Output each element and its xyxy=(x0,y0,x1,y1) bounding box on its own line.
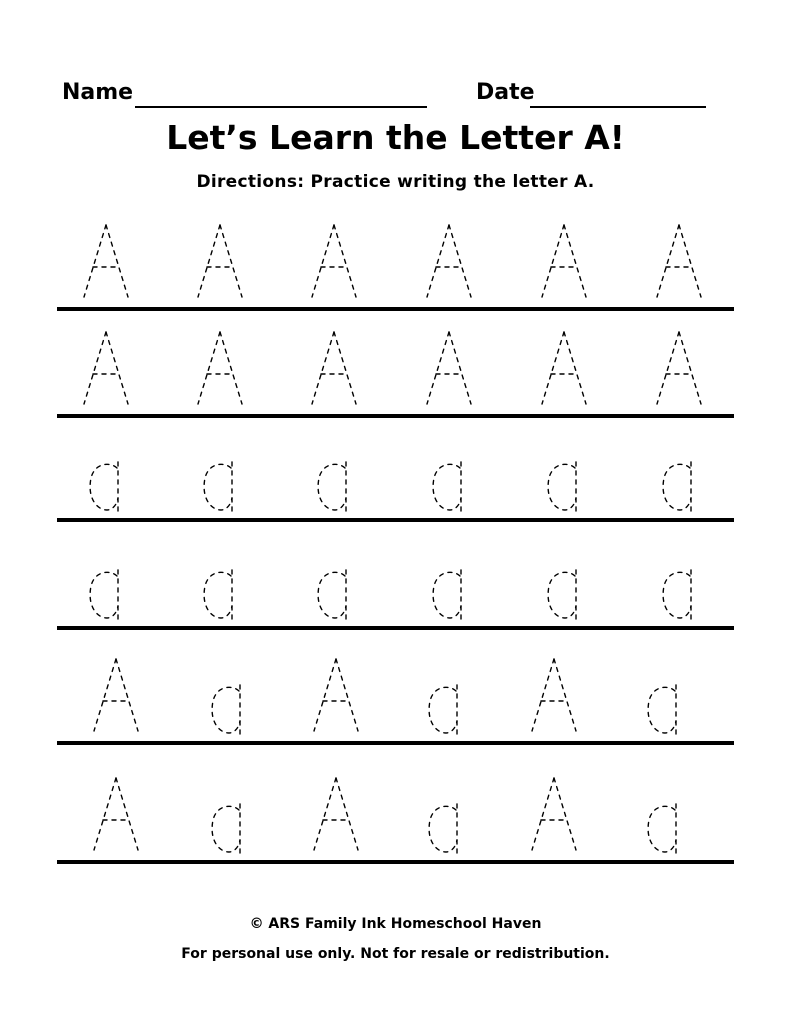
trace-letter-uppercase-a xyxy=(539,221,589,303)
trace-letter-lowercase-a xyxy=(639,655,689,737)
trace-letter-uppercase-a xyxy=(529,774,579,856)
trace-letter-uppercase-a xyxy=(654,328,704,410)
header-row xyxy=(0,80,791,112)
handwriting-baseline xyxy=(57,414,734,418)
trace-letter-lowercase-a xyxy=(424,432,474,514)
trace-letter-lowercase-a xyxy=(639,774,689,856)
handwriting-baseline xyxy=(57,307,734,311)
trace-letter-uppercase-a xyxy=(91,655,141,737)
handwriting-baseline xyxy=(57,741,734,745)
date-write-line xyxy=(530,106,706,108)
trace-letter-uppercase-a xyxy=(195,221,245,303)
trace-letter-uppercase-a xyxy=(529,655,579,737)
directions-text: Directions: Practice writing the letter A. xyxy=(196,172,595,192)
handwriting-baseline xyxy=(57,518,734,522)
trace-letter-uppercase-a xyxy=(81,221,131,303)
trace-letter-uppercase-a xyxy=(91,774,141,856)
trace-letter-uppercase-a xyxy=(195,328,245,410)
usage-notice: For personal use only. Not for resale or redistribution. xyxy=(181,946,610,962)
name-write-line xyxy=(135,106,427,108)
name-label: Name xyxy=(62,80,134,105)
trace-letter-uppercase-a xyxy=(424,221,474,303)
trace-letter-lowercase-a xyxy=(309,540,359,622)
trace-letter-lowercase-a xyxy=(203,655,253,737)
trace-letter-lowercase-a xyxy=(539,432,589,514)
copyright-text: © ARS Family Ink Homeschool Haven xyxy=(249,916,542,932)
trace-letter-uppercase-a xyxy=(424,328,474,410)
trace-letter-lowercase-a xyxy=(424,540,474,622)
trace-letter-lowercase-a xyxy=(654,540,704,622)
trace-letter-lowercase-a xyxy=(309,432,359,514)
trace-letter-uppercase-a xyxy=(81,328,131,410)
trace-letter-lowercase-a xyxy=(195,432,245,514)
trace-letter-lowercase-a xyxy=(81,432,131,514)
date-label: Date xyxy=(476,80,535,105)
trace-letter-lowercase-a xyxy=(81,540,131,622)
trace-letter-uppercase-a xyxy=(539,328,589,410)
trace-letter-lowercase-a xyxy=(203,774,253,856)
handwriting-baseline xyxy=(57,860,734,864)
trace-letter-lowercase-a xyxy=(195,540,245,622)
trace-letter-lowercase-a xyxy=(420,774,470,856)
trace-letter-lowercase-a xyxy=(420,655,470,737)
trace-letter-uppercase-a xyxy=(311,655,361,737)
handwriting-baseline xyxy=(57,626,734,630)
trace-letter-uppercase-a xyxy=(311,774,361,856)
trace-letter-uppercase-a xyxy=(654,221,704,303)
trace-letter-lowercase-a xyxy=(539,540,589,622)
trace-letter-uppercase-a xyxy=(309,221,359,303)
trace-letter-lowercase-a xyxy=(654,432,704,514)
trace-letter-uppercase-a xyxy=(309,328,359,410)
worksheet-title: Let’s Learn the Letter A! xyxy=(166,118,625,157)
